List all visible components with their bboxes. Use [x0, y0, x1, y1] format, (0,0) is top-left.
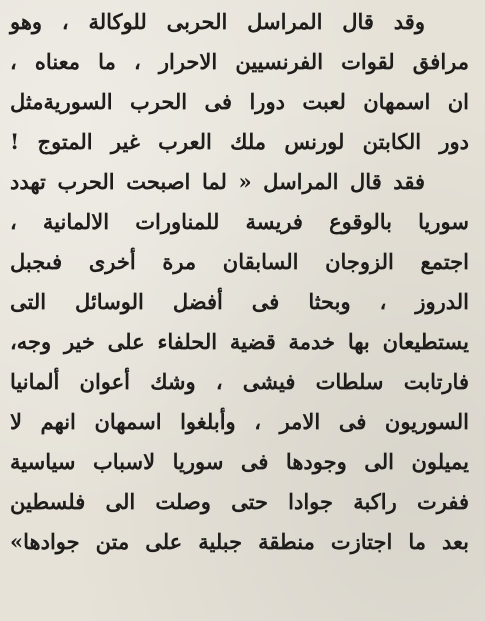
- text-line-12: يميلون الى وجودها فى سوريا لاسباب سياسية: [10, 449, 469, 474]
- article-text: [10, 2, 469, 562]
- text-line-5: فقد قال المراسل « لما اصبحت الحرب تهدد: [10, 169, 425, 194]
- text-line-1: وقد قال المراسل الحربى للوكالة ، وهو: [10, 9, 425, 34]
- text-line-4: دور الكابتن لورنس ملك العرب غير المتوج !: [10, 129, 469, 154]
- text-line-10: فارتابت سلطات فيشى ، وشك أعوان ألمانيا: [10, 369, 469, 394]
- text-line-14: بعد ما اجتازت منطقة جبلية على متن جوادها»: [10, 529, 469, 554]
- text-line-8: الدروز ، وبحثا فى أفضل الوسائل التى: [10, 289, 469, 314]
- text-line-9: يستطيعان بها خدمة قضية الحلفاء على خير وجه،: [10, 329, 469, 354]
- text-line-6: سوريا بالوقوع فريسة للمناورات الالمانية ،: [10, 209, 469, 234]
- text-line-2: مرافق لقوات الفرنسيين الاحرار ، ما معناه ،: [10, 49, 469, 74]
- text-line-13: ففرت راكبة جوادا حتى وصلت الى فلسطين: [10, 489, 469, 514]
- text-line-11: السوريون فى الامر ، وأبلغوا اسمهان انهم لا: [10, 409, 469, 434]
- text-line-7: اجتمع الزوجان السابقان مرة أخرى فىجبل: [10, 249, 469, 274]
- text-line-3: ان اسمهان لعبت دورا فى الحرب السوريةمثل: [10, 89, 469, 114]
